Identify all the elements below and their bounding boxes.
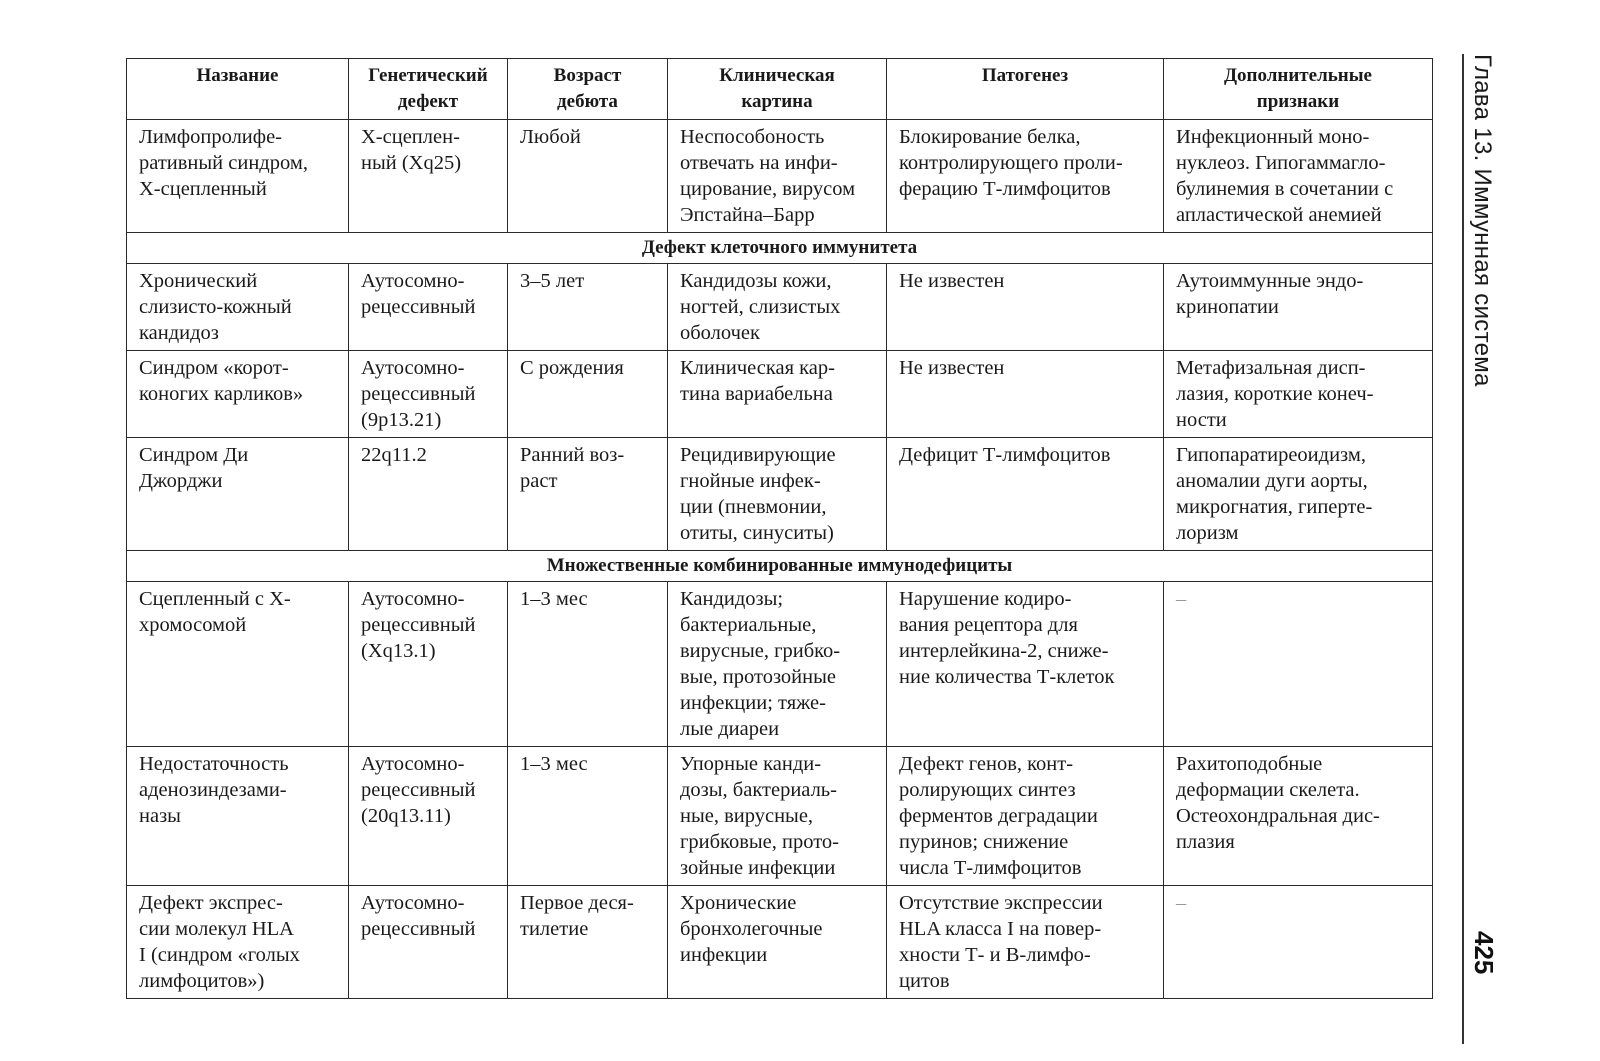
cell-genetic-defect: Аутосомно- рецессивный <box>349 886 508 999</box>
cell-onset-age: 3–5 лет <box>508 264 668 351</box>
cell-clinical-picture: Кандидозы; бактериальные, вирусные, грибко- вые, протозойные инфекции; тяже- лые диареи <box>668 582 887 747</box>
cell-additional-signs: Рахитоподобные деформации скелета. Остеохондральная дис- плазия <box>1164 747 1433 886</box>
cell-genetic-defect: Аутосомно- рецессивный (9p13.21) <box>349 351 508 438</box>
immunodeficiency-table-container <box>126 58 1432 999</box>
running-header <box>1462 54 1506 1014</box>
cell-genetic-defect: Аутосомно- рецессивный (20q13.11) <box>349 747 508 886</box>
cell-clinical-picture: Упорные канди- дозы, бактериаль- ные, вирусные, грибковые, прото- зойные инфекции <box>668 747 887 886</box>
cell-clinical-picture: Кандидозы кожи, ногтей, слизистых оболочек <box>668 264 887 351</box>
cell-onset-age: С рождения <box>508 351 668 438</box>
section-row <box>127 233 1433 264</box>
table-row <box>127 351 1433 438</box>
table-row <box>127 582 1433 747</box>
cell-clinical-picture: Хронические бронхолегочные инфекции <box>668 886 887 999</box>
cell-name: Недостаточность аденозиндезами- назы <box>127 747 349 886</box>
table-header-row <box>127 59 1433 120</box>
immunodeficiency-table <box>126 58 1433 999</box>
table-row <box>127 438 1433 551</box>
cell-onset-age: Любой <box>508 120 668 233</box>
cell-name: Сцепленный с Х- хромосомой <box>127 582 349 747</box>
section-title-cellular-immunity: Дефект клеточного иммунитета <box>127 233 1433 264</box>
cell-name: Хронический слизисто-кожный кандидоз <box>127 264 349 351</box>
cell-name: Синдром Ди Джорджи <box>127 438 349 551</box>
cell-genetic-defect: Х-сцеплен- ный (Xq25) <box>349 120 508 233</box>
cell-pathogenesis: Не известен <box>887 351 1164 438</box>
table-row <box>127 120 1433 233</box>
section-title-combined-immunodeficiency: Множественные комбинированные иммунодефициты <box>127 551 1433 582</box>
cell-genetic-defect: 22q11.2 <box>349 438 508 551</box>
cell-name: Дефект экспрес- сии молекул HLA I (синдром «голых лимфоцитов») <box>127 886 349 999</box>
cell-pathogenesis: Нарушение кодиро- вания рецептора для интерлейкина-2, сниже- ние количества Т-клеток <box>887 582 1164 747</box>
cell-additional-signs: Инфекционный моно- нуклеоз. Гипогаммагло- булинемия в сочетании с апластической анемией <box>1164 120 1433 233</box>
page-number: 425 <box>1469 931 1499 975</box>
header-rule <box>1462 54 1464 1044</box>
table-row <box>127 886 1433 999</box>
cell-name: Лимфопролифе- ративный синдром, Х-сцепленный <box>127 120 349 233</box>
cell-additional-signs: – <box>1164 886 1433 999</box>
cell-name: Синдром «корот- коногих карликов» <box>127 351 349 438</box>
cell-genetic-defect: Аутосомно- рецессивный <box>349 264 508 351</box>
cell-additional-signs: – <box>1164 582 1433 747</box>
header-name: Название <box>127 59 349 120</box>
cell-clinical-picture: Рецидивирующие гнойные инфек- ции (пневмонии, отиты, синуситы) <box>668 438 887 551</box>
cell-pathogenesis: Дефицит Т-лимфоцитов <box>887 438 1164 551</box>
header-onset-age: Возраст дебюта <box>508 59 668 120</box>
cell-onset-age: Первое деся- тилетие <box>508 886 668 999</box>
header-additional-signs: Дополнительные признаки <box>1164 59 1433 120</box>
cell-additional-signs: Метафизальная дисп- лазия, короткие конеч- ности <box>1164 351 1433 438</box>
cell-genetic-defect: Аутосомно- рецессивный (Xq13.1) <box>349 582 508 747</box>
cell-additional-signs: Гипопаратиреоидизм, аномалии дуги аорты, микрогнатия, гиперте- лоризм <box>1164 438 1433 551</box>
cell-pathogenesis: Блокирование белка, контролирующего проли- ферацию Т-лимфоцитов <box>887 120 1164 233</box>
cell-clinical-picture: Неспособоность отвечать на инфи- цирование, вирусом Эпстайна–Барр <box>668 120 887 233</box>
header-genetic-defect: Генетический дефект <box>349 59 508 120</box>
cell-onset-age: 1–3 мес <box>508 582 668 747</box>
cell-onset-age: Ранний воз- раст <box>508 438 668 551</box>
header-pathogenesis: Патогенез <box>887 59 1164 120</box>
cell-pathogenesis: Не известен <box>887 264 1164 351</box>
table-row <box>127 264 1433 351</box>
table-row <box>127 747 1433 886</box>
header-clinical-picture: Клиническая картина <box>668 59 887 120</box>
cell-pathogenesis: Дефект генов, конт- ролирующих синтез ферментов деградации пуринов; снижение числа Т-лимфоцитов <box>887 747 1164 886</box>
cell-additional-signs: Аутоиммунные эндо- кринопатии <box>1164 264 1433 351</box>
chapter-title: Глава 13. Иммунная система <box>1469 54 1496 387</box>
cell-pathogenesis: Отсутствие экспрессии HLA класса I на повер- хности Т- и В-лимфо- цитов <box>887 886 1164 999</box>
cell-clinical-picture: Клиническая кар- тина вариабельна <box>668 351 887 438</box>
cell-onset-age: 1–3 мес <box>508 747 668 886</box>
section-row <box>127 551 1433 582</box>
